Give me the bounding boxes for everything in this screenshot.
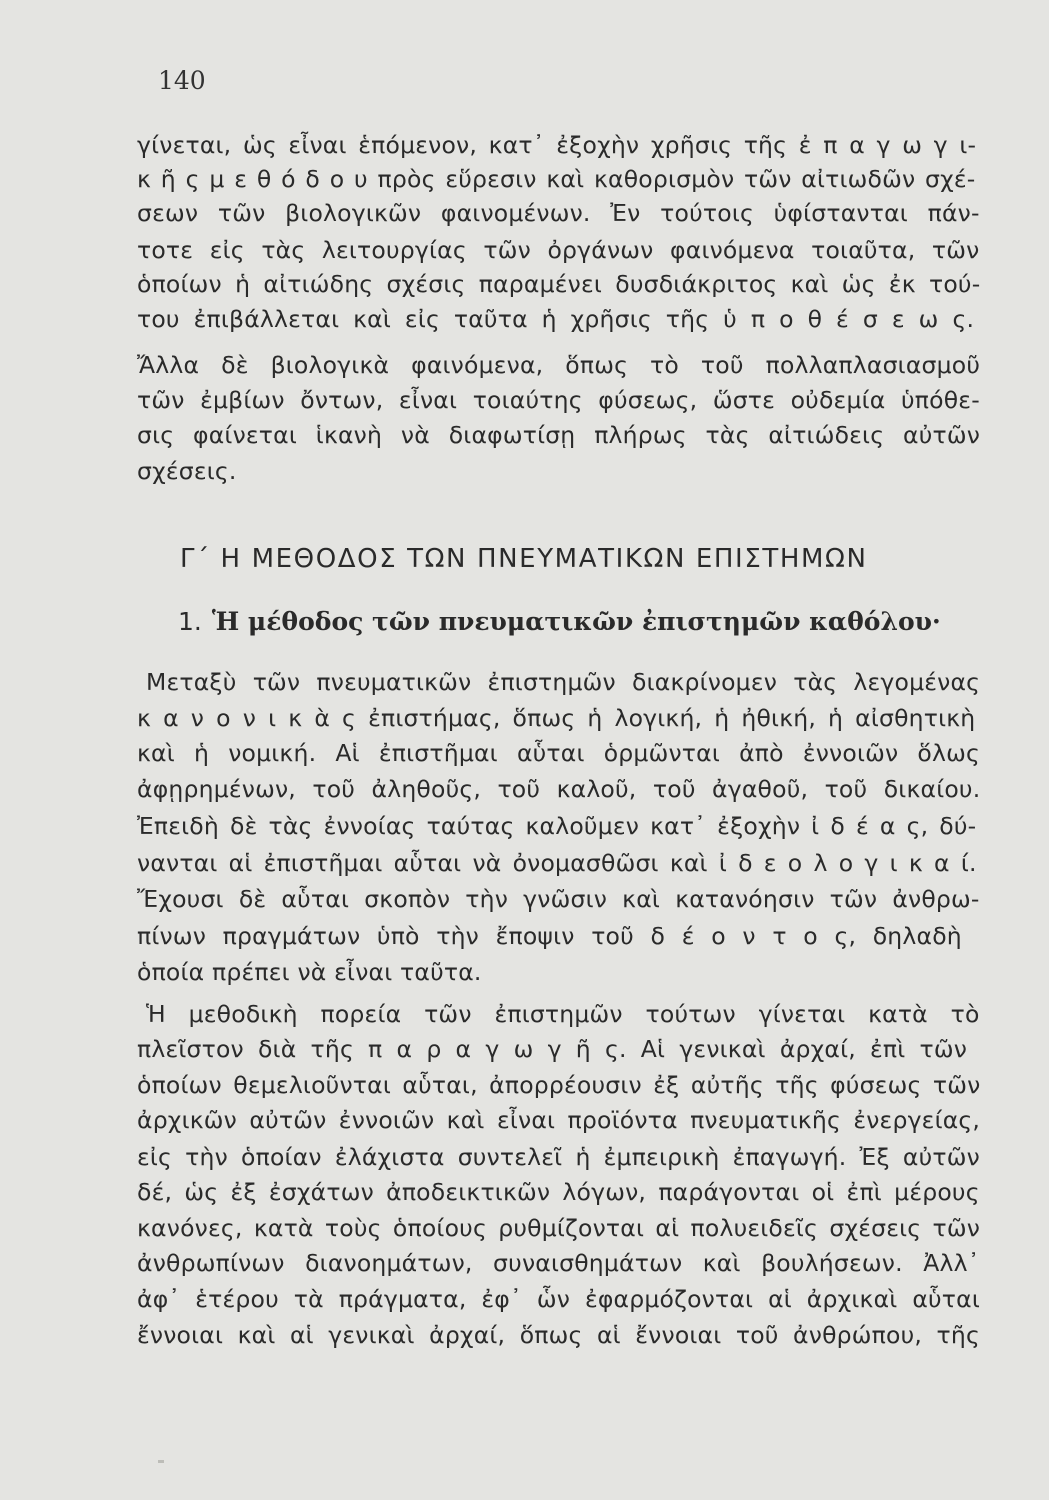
text-line: δέ, ὡς ἐξ ἐσχάτων ἀποδεικτικῶν λόγων, παράγονται οἱ ἐπὶ μέρους xyxy=(137,1178,980,1206)
scan-speck xyxy=(158,1460,164,1463)
text-line: κανόνες, κατὰ τοὺς ὁποίους ρυθμίζονται αἱ πολυειδεῖς σχέσεις τῶν xyxy=(137,1214,981,1242)
text-line: σχέσεις. xyxy=(137,457,237,485)
subheading xyxy=(178,607,941,636)
text-line: ἀρχικῶν αὐτῶν ἐννοιῶν καὶ εἶναι προϊόντα πνευματικῆς ἐνεργείας, xyxy=(137,1106,981,1134)
subheading-number: 1. xyxy=(178,607,202,636)
text-line: τοτε εἰς τὰς λειτουργίας τῶν ὀργάνων φαινόμενα τοιαῦτα, τῶν xyxy=(137,236,980,264)
section-heading: Γ΄ Η ΜΕΘΟΔΟΣ ΤΩΝ ΠΝΕΥΜΑΤΙΚΩΝ ΕΠΙΣΤΗΜΩΝ xyxy=(180,544,868,574)
text-line: πίνων πραγμάτων ὑπὸ τὴν ἔποψιν τοῦ δ έ ο ν τ ο ς, δηλαδὴ xyxy=(137,922,962,950)
text-line: του ἐπιβάλλεται καὶ εἰς ταῦτα ἡ χρῆσις τῆς ὑ π ο θ έ σ ε ω ς. xyxy=(137,305,975,333)
text-line: ἀφ᾽ ἑτέρου τὰ πράγματα, ἐφ᾽ ὧν ἐφαρμόζονται αἱ ἀρχικαὶ αὗται xyxy=(137,1285,980,1313)
text-line: νανται αἱ ἐπιστῆμαι αὗται νὰ ὀνομασθῶσι καὶ ἰ δ ε ο λ ο γ ι κ α ί. xyxy=(137,849,977,877)
text-line: ἀφῃρημένων, τοῦ ἀληθοῦς, τοῦ καλοῦ, τοῦ ἀγαθοῦ, τοῦ δικαίου. xyxy=(137,775,981,803)
text-line: κ α ν ο ν ι κ ὰ ς ἐπιστήμας, ὅπως ἡ λογική, ἡ ἠθική, ἡ αἰσθητικὴ xyxy=(137,704,976,732)
text-line: σεων τῶν βιολογικῶν φαινομένων. Ἐν τούτοις ὑφίστανται πάν- xyxy=(137,199,980,227)
text-line: καὶ ἡ νομική. Αἱ ἐπιστῆμαι αὗται ὁρμῶνται ἀπὸ ἐννοιῶν ὅλως xyxy=(137,739,980,767)
text-line: γίνεται, ὡς εἶναι ἑπόμενον, κατ᾽ ἐξοχὴν χρῆσις τῆς ἐ π α γ ω γ ι- xyxy=(137,131,977,159)
text-line: ἔννοιαι καὶ αἱ γενικαὶ ἀρχαί, ὅπως αἱ ἔννοιαι τοῦ ἀνθρώπου, τῆς xyxy=(137,1321,980,1349)
subheading-text: Ἡ μέθοδος τῶν πνευματικῶν ἐπιστημῶν καθόλου· xyxy=(211,607,941,636)
text-line: Ἐπειδὴ δὲ τὰς ἐννοίας ταύτας καλοῦμεν κατ᾽ ἐξοχὴν ἰ δ έ α ς, δύ- xyxy=(137,812,977,840)
text-line: σις φαίνεται ἱκανὴ νὰ διαφωτίσῃ πλήρως τὰς αἰτιώδεις αὐτῶν xyxy=(137,421,981,449)
text-line: ὁποίων ἡ αἰτιώδης σχέσις παραμένει δυσδιάκριτος καὶ ὡς ἐκ τού- xyxy=(137,270,981,298)
text-line: Μεταξὺ τῶν πνευματικῶν ἐπιστημῶν διακρίνομεν τὰς λεγομένας xyxy=(146,668,981,696)
text-line: πλεῖστον διὰ τῆς π α ρ α γ ω γ ῆ ς. Αἱ γενικαὶ ἀρχαί, ἐπὶ τῶν xyxy=(137,1035,968,1063)
text-line: Ἔχουσι δὲ αὗται σκοπὸν τὴν γνῶσιν καὶ κατανόησιν τῶν ἀνθρω- xyxy=(137,885,980,913)
text-line: ὁποίων θεμελιοῦνται αὗται, ἀπορρέουσιν ἐξ αὐτῆς τῆς φύσεως τῶν xyxy=(137,1071,981,1099)
text-line: ἀνθρωπίνων διανοημάτων, συναισθημάτων καὶ βουλήσεων. Ἀλλ᾽ xyxy=(137,1249,980,1277)
text-line: κ ῆ ς μ ε θ ό δ ο υ πρὸς εὕρεσιν καὶ καθορισμὸν τῶν αἰτιωδῶν σχέ- xyxy=(137,165,976,193)
page-number: 140 xyxy=(158,66,206,95)
text-line: Ἄλλα δὲ βιολογικὰ φαινόμενα, ὅπως τὸ τοῦ πολλαπλασιασμοῦ xyxy=(137,351,981,379)
text-line: εἰς τὴν ὁποίαν ἐλάχιστα συντελεῖ ἡ ἐμπειρικὴ ἐπαγωγή. Ἐξ αὐτῶν xyxy=(137,1143,980,1171)
text-line: τῶν ἐμβίων ὄντων, εἶναι τοιαύτης φύσεως, ὥστε οὐδεμία ὑπόθε- xyxy=(137,386,980,414)
text-line: ὁποία πρέπει νὰ εἶναι ταῦτα. xyxy=(137,958,482,986)
text-line: Ἡ μεθοδικὴ πορεία τῶν ἐπιστημῶν τούτων γίνεται κατὰ τὸ xyxy=(146,1000,980,1028)
